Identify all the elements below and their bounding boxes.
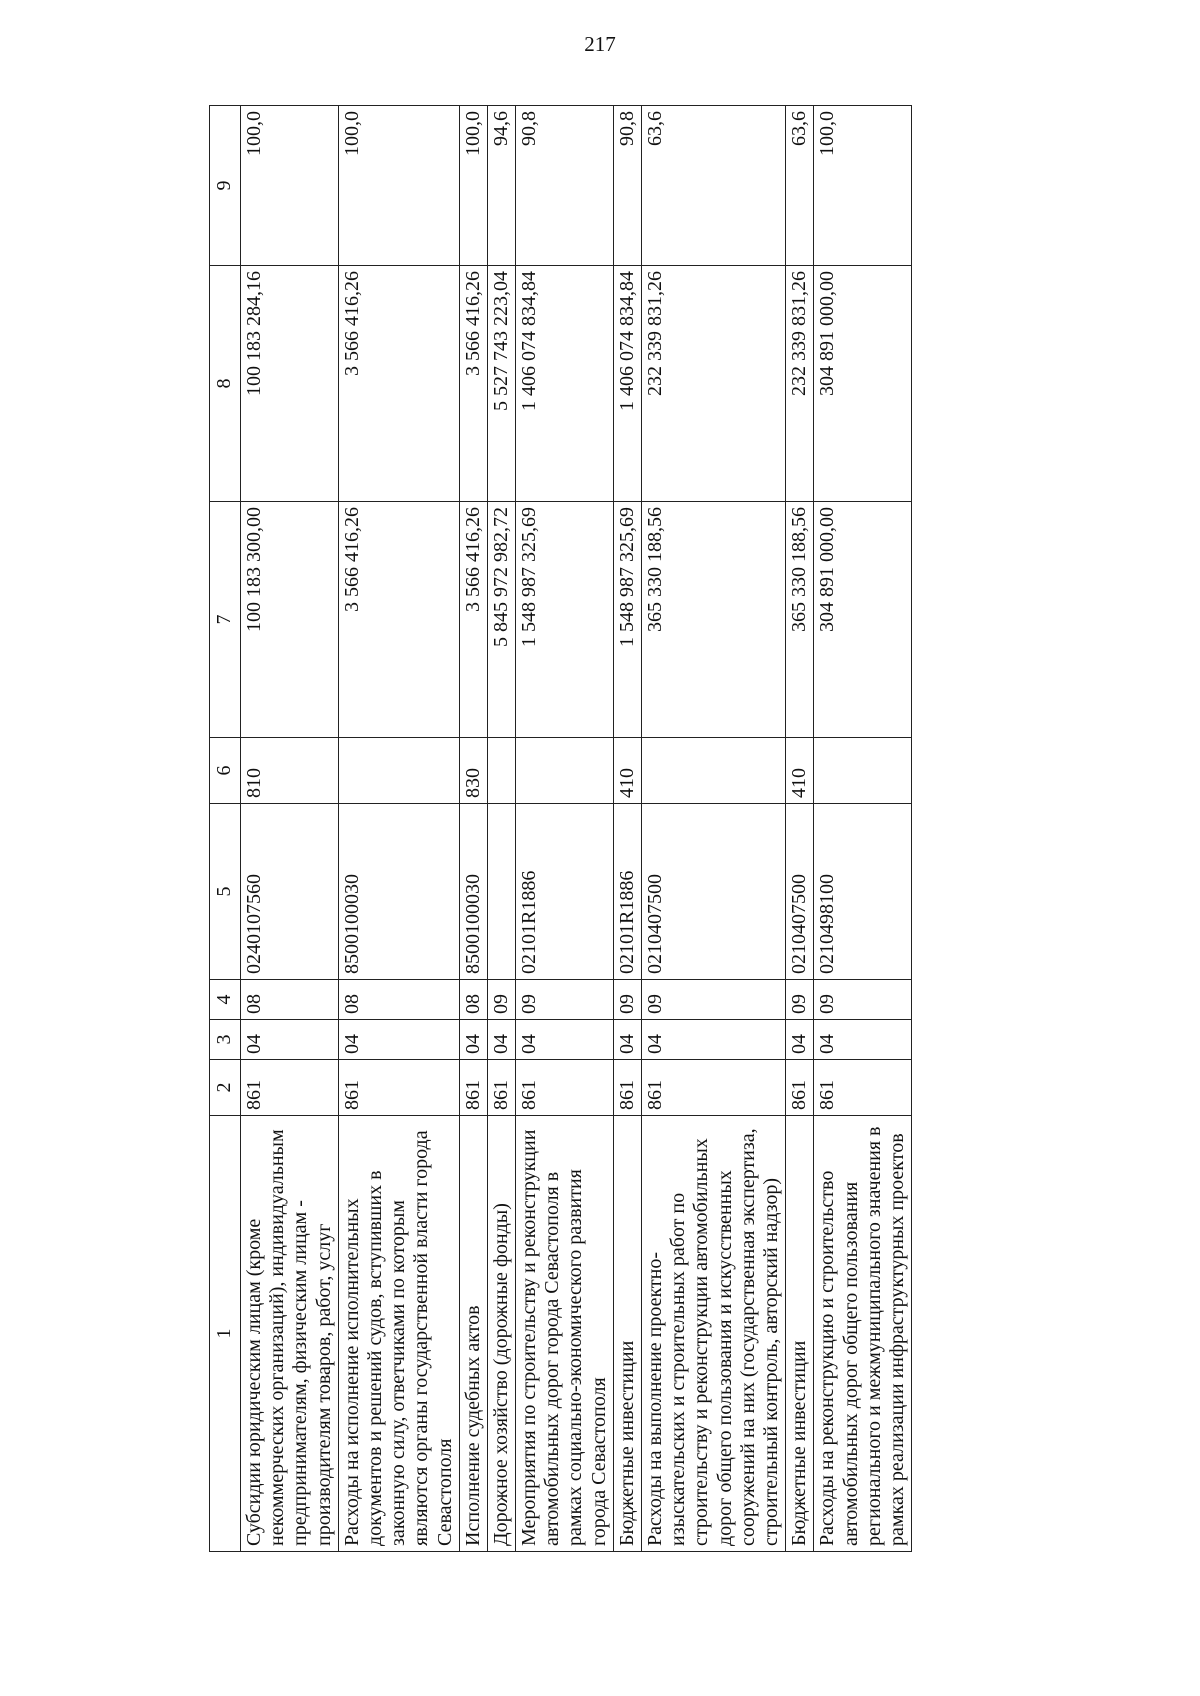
- target-article: 8500100030: [338, 804, 459, 980]
- actual-amount: 304 891 000,00: [814, 266, 912, 502]
- table-row: [487, 106, 515, 1552]
- percent-executed: 90,8: [613, 106, 641, 266]
- section-code: 04: [459, 1020, 487, 1060]
- target-article: 0210407500: [642, 804, 786, 980]
- planned-amount: 1 548 987 325,69: [613, 502, 641, 738]
- subsection-code: 09: [487, 980, 515, 1020]
- planned-amount: 5 845 972 982,72: [487, 502, 515, 738]
- admin-code: 861: [642, 1060, 786, 1116]
- actual-amount: 232 339 831,26: [642, 266, 786, 502]
- budget-table: [209, 105, 912, 1552]
- admin-code: 861: [814, 1060, 912, 1116]
- row-name: Расходы на реконструкцию и строительство автомобильных дорог общего пользования регионального и межмуниципального значения в рамках реализации инфраструктурных проектов: [814, 1116, 912, 1552]
- admin-code: 861: [241, 1060, 339, 1116]
- actual-amount: 3 566 416,26: [459, 266, 487, 502]
- expense-type: [338, 738, 459, 804]
- admin-code: 861: [459, 1060, 487, 1116]
- subsection-code: 09: [786, 980, 814, 1020]
- subsection-code: 08: [459, 980, 487, 1020]
- percent-executed: 100,0: [338, 106, 459, 266]
- percent-executed: 63,6: [642, 106, 786, 266]
- target-article: 0210498100: [814, 804, 912, 980]
- planned-amount: 365 330 188,56: [786, 502, 814, 738]
- table-row: [459, 106, 487, 1552]
- admin-code: 861: [487, 1060, 515, 1116]
- target-article: 02101R1886: [516, 804, 614, 980]
- actual-amount: 1 406 074 834,84: [613, 266, 641, 502]
- page-number: 217: [584, 32, 616, 56]
- section-code: 04: [487, 1020, 515, 1060]
- expense-type: 410: [613, 738, 641, 804]
- actual-amount: 3 566 416,26: [338, 266, 459, 502]
- expense-type: [814, 738, 912, 804]
- percent-executed: 63,6: [786, 106, 814, 266]
- section-code: 04: [642, 1020, 786, 1060]
- row-name: Расходы на исполнение исполнительных документов и решений судов, вступивших в законную силу, ответчиками по которым являются органы государственной власти города Севастополя: [338, 1116, 459, 1552]
- expense-type: 830: [459, 738, 487, 804]
- percent-executed: 100,0: [814, 106, 912, 266]
- admin-code: 861: [516, 1060, 614, 1116]
- target-article: [487, 804, 515, 980]
- table-row: [338, 106, 459, 1552]
- target-article: 0210407500: [786, 804, 814, 980]
- budget-table-rotated: [209, 106, 1133, 1552]
- planned-amount: 3 566 416,26: [459, 502, 487, 738]
- row-name: Субсидии юридическим лицам (кроме некоммерческих организаций), индивидуальным предпринимателям, физическим лицам - производителям товаров, работ, услуг: [241, 1116, 339, 1552]
- expense-type: [516, 738, 614, 804]
- row-name: Расходы на выполнение проектно-изыскательских и строительных работ по строительству и реконструкции автомобильных дорог общего пользования и искусственных сооружений на них (государственная экспертиза, строительный контроль, авторский надзор): [642, 1116, 786, 1552]
- actual-amount: 1 406 074 834,84: [516, 266, 614, 502]
- row-name: Бюджетные инвестиции: [613, 1116, 641, 1552]
- expense-type: [487, 738, 515, 804]
- header-col-8: 8: [210, 266, 241, 502]
- subsection-code: 08: [338, 980, 459, 1020]
- section-code: 04: [613, 1020, 641, 1060]
- section-code: 04: [814, 1020, 912, 1060]
- actual-amount: 232 339 831,26: [786, 266, 814, 502]
- row-name: Бюджетные инвестиции: [786, 1116, 814, 1552]
- actual-amount: 5 527 743 223,04: [487, 266, 515, 502]
- section-code: 04: [241, 1020, 339, 1060]
- planned-amount: 1 548 987 325,69: [516, 502, 614, 738]
- section-code: 04: [338, 1020, 459, 1060]
- planned-amount: 304 891 000,00: [814, 502, 912, 738]
- admin-code: 861: [786, 1060, 814, 1116]
- header-col-3: 3: [210, 1020, 241, 1060]
- percent-executed: 94,6: [487, 106, 515, 266]
- planned-amount: 3 566 416,26: [338, 502, 459, 738]
- expense-type: [642, 738, 786, 804]
- row-name: Дорожное хозяйство (дорожные фонды): [487, 1116, 515, 1552]
- percent-executed: 100,0: [241, 106, 339, 266]
- header-col-1: 1: [210, 1116, 241, 1552]
- target-article: 0240107560: [241, 804, 339, 980]
- expense-type: 410: [786, 738, 814, 804]
- section-code: 04: [786, 1020, 814, 1060]
- percent-executed: 90,8: [516, 106, 614, 266]
- target-article: 02101R1886: [613, 804, 641, 980]
- header-col-2: 2: [210, 1060, 241, 1116]
- table-row: [786, 106, 814, 1552]
- subsection-code: 09: [613, 980, 641, 1020]
- planned-amount: 100 183 300,00: [241, 502, 339, 738]
- expense-type: 810: [241, 738, 339, 804]
- actual-amount: 100 183 284,16: [241, 266, 339, 502]
- admin-code: 861: [613, 1060, 641, 1116]
- table-row: [814, 106, 912, 1552]
- subsection-code: 09: [516, 980, 614, 1020]
- table-row: [613, 106, 641, 1552]
- table-row: [516, 106, 614, 1552]
- admin-code: 861: [338, 1060, 459, 1116]
- subsection-code: 09: [814, 980, 912, 1020]
- subsection-code: 09: [642, 980, 786, 1020]
- header-col-9: 9: [210, 106, 241, 266]
- planned-amount: 365 330 188,56: [642, 502, 786, 738]
- table-row: [241, 106, 339, 1552]
- table-row: [642, 106, 786, 1552]
- header-col-5: 5: [210, 804, 241, 980]
- header-col-4: 4: [210, 980, 241, 1020]
- target-article: 8500100030: [459, 804, 487, 980]
- percent-executed: 100,0: [459, 106, 487, 266]
- section-code: 04: [516, 1020, 614, 1060]
- header-col-6: 6: [210, 738, 241, 804]
- header-row: [210, 106, 241, 1552]
- header-col-7: 7: [210, 502, 241, 738]
- row-name: Мероприятия по строительству и реконструкции автомобильных дорог города Севастополя в рамках социально-экономического развития города Севастополя: [516, 1116, 614, 1552]
- subsection-code: 08: [241, 980, 339, 1020]
- row-name: Исполнение судебных актов: [459, 1116, 487, 1552]
